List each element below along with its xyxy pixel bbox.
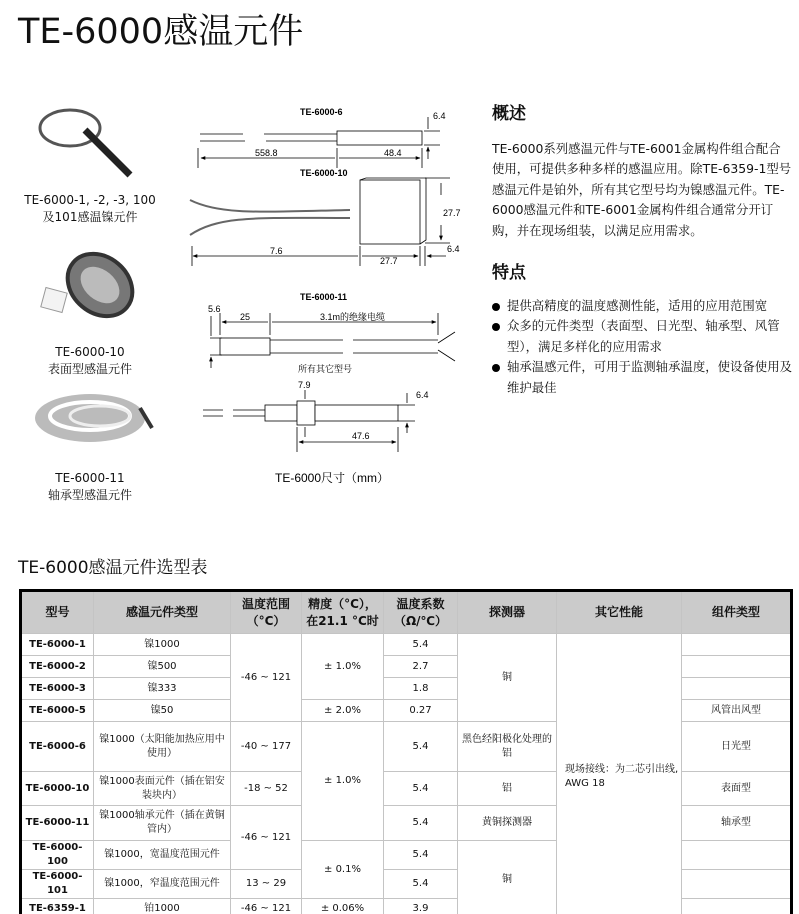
header-cell: 温度系数（Ω/℃） bbox=[384, 591, 458, 634]
table-cell: 黄铜探测器 bbox=[458, 806, 557, 841]
table-cell: 镍333 bbox=[94, 678, 231, 700]
dim-label: 48.4 bbox=[384, 148, 402, 158]
table-cell: 1.8 bbox=[384, 678, 458, 700]
feature-item: 众多的元件类型（表面型、日光型、轴承型、风管型），满足多样化的应用需求 bbox=[492, 316, 792, 357]
table-cell: 5.4 bbox=[384, 870, 458, 899]
dimension-drawings bbox=[0, 0, 480, 500]
table-cell: ± 1.0% bbox=[302, 722, 384, 841]
table-cell: 镍500 bbox=[94, 656, 231, 678]
table-cell: 镍1000轴承元件（插在黄铜管内） bbox=[94, 806, 231, 841]
table-cell: 5.4 bbox=[384, 841, 458, 870]
table-cell: -46 ~ 121 bbox=[231, 634, 302, 722]
header-cell: 感温元件类型 bbox=[94, 591, 231, 634]
table-cell: ± 1.0% bbox=[302, 634, 384, 700]
table-header bbox=[21, 591, 792, 634]
table-cell: 0.27 bbox=[384, 700, 458, 722]
table-cell: 5.4 bbox=[384, 634, 458, 656]
table-cell: 5.4 bbox=[384, 722, 458, 772]
dim-label: 6.4 bbox=[433, 111, 446, 121]
table-cell: 轴承型 bbox=[682, 806, 792, 841]
table-cell: 表面型 bbox=[682, 772, 792, 806]
table-cell: 镍1000（太阳能加热应用中使用） bbox=[94, 722, 231, 772]
overview-heading: 概述 bbox=[492, 104, 526, 124]
table-cell: ± 2.0% bbox=[302, 700, 384, 722]
table-cell: 2.7 bbox=[384, 656, 458, 678]
drawing-caption: TE-6000尺寸（mm） bbox=[275, 471, 390, 485]
table-cell: 镍1000表面元件（插在铝安装块内） bbox=[94, 772, 231, 806]
table-cell: TE-6000-11 bbox=[21, 806, 94, 841]
photo-caption: TE-6000-1, -2, -3, 100 及101感温镍元件 bbox=[24, 193, 156, 224]
feature-item: 提供高精度的温度感测性能，适用的应用范围宽 bbox=[492, 296, 792, 317]
table-cell: 镍1000，宽温度范围元件 bbox=[94, 841, 231, 870]
table-cell: 铜 bbox=[458, 634, 557, 722]
drawing-label: TE-6000-6 bbox=[300, 107, 343, 117]
table-row bbox=[21, 634, 792, 656]
table-cell: 铝 bbox=[458, 772, 557, 806]
bullet-icon bbox=[492, 364, 500, 372]
table-cell: 现场接线：为二芯引出线, AWG 18 bbox=[557, 634, 682, 914]
dim-label: 6.4 bbox=[447, 244, 460, 254]
table-cell: 日光型 bbox=[682, 722, 792, 772]
page-title: TE-6000感温元件 bbox=[18, 12, 304, 52]
features-list bbox=[492, 296, 792, 399]
dim-label: 27.7 bbox=[380, 256, 398, 266]
dim-label: 558.8 bbox=[255, 148, 278, 158]
bullet-icon bbox=[492, 323, 500, 331]
dim-label: 27.7 bbox=[443, 208, 461, 218]
table-cell: 13 ~ 29 bbox=[231, 870, 302, 899]
header-cell: 探测器 bbox=[458, 591, 557, 634]
table-cell: 风管出风型 bbox=[682, 700, 792, 722]
dim-label: 47.6 bbox=[352, 431, 370, 441]
feature-item: 轴承温感元件，可用于监测轴承温度，使设备使用及维护最佳 bbox=[492, 357, 792, 398]
table-cell: 5.4 bbox=[384, 772, 458, 806]
drawing-label: 所有其它型号 bbox=[298, 364, 353, 374]
header-cell: 型号 bbox=[21, 591, 94, 634]
table-cell: 镍50 bbox=[94, 700, 231, 722]
table-cell: 3.9 bbox=[384, 899, 458, 914]
overview-text: TE-6000系列感温元件与TE-6001金属构件组合配合使用，可提供多种多样的感温应用。除TE-6359-1型号感温元件是铂外，所有其它型号均为镍感温元件。TE-6000感温元件和TE-6001金属构件组合通常分开订购，并在现场组装，以满足应用需求。 bbox=[492, 140, 792, 238]
table-cell: 铜 bbox=[458, 841, 557, 914]
photo-caption: TE-6000-11 轴承型感温元件 bbox=[47, 471, 132, 502]
table-cell: -18 ~ 52 bbox=[231, 772, 302, 806]
table-cell: TE-6000-10 bbox=[21, 772, 94, 806]
table-cell: -46 ~ 121 bbox=[231, 806, 302, 870]
header-cell: 温度范围（°C） bbox=[231, 591, 302, 634]
table-cell: TE-6000-3 bbox=[21, 678, 94, 700]
table-cell: ± 0.1% bbox=[302, 841, 384, 899]
dim-label: 7.6 bbox=[270, 246, 283, 256]
table-cell bbox=[682, 841, 792, 870]
table-cell: -46 ~ 121 bbox=[231, 899, 302, 914]
table-title: TE-6000感温元件选型表 bbox=[18, 558, 208, 578]
table-cell bbox=[682, 634, 792, 656]
selection-table bbox=[19, 589, 793, 914]
table-cell: TE-6000-101 bbox=[21, 870, 94, 899]
table-cell: TE-6359-1 bbox=[21, 899, 94, 914]
table-cell bbox=[682, 678, 792, 700]
table-cell bbox=[682, 656, 792, 678]
table-cell: TE-6000-6 bbox=[21, 722, 94, 772]
dim-label: 3.1m的绝缘电缆 bbox=[320, 312, 386, 322]
overview-section bbox=[492, 104, 792, 398]
dim-label: 7.9 bbox=[298, 380, 311, 390]
header-cell: 其它性能 bbox=[557, 591, 682, 634]
table-cell: TE-6000-5 bbox=[21, 700, 94, 722]
table-cell: ± 0.06% bbox=[302, 899, 384, 914]
dim-label: 6.4 bbox=[416, 390, 429, 400]
table-cell: TE-6000-1 bbox=[21, 634, 94, 656]
drawing-label: TE-6000-10 bbox=[300, 168, 348, 178]
header-cell: 精度（°C），在21.1 °C时 bbox=[302, 591, 384, 634]
table-cell: 镍1000，窄温度范围元件 bbox=[94, 870, 231, 899]
table-cell: 黑色经阳极化处理的铝 bbox=[458, 722, 557, 772]
table-cell: 镍1000 bbox=[94, 634, 231, 656]
table-cell: TE-6000-2 bbox=[21, 656, 94, 678]
table-cell: 5.4 bbox=[384, 806, 458, 841]
dim-label: 5.6 bbox=[208, 304, 221, 314]
table-cell bbox=[682, 899, 792, 914]
photo-caption: TE-6000-10 表面型感温元件 bbox=[47, 345, 132, 376]
table-cell: -40 ~ 177 bbox=[231, 722, 302, 772]
table-cell bbox=[682, 870, 792, 899]
header-cell: 组件类型 bbox=[682, 591, 792, 634]
drawing-label: TE-6000-11 bbox=[300, 292, 348, 302]
bullet-icon bbox=[492, 303, 500, 311]
table-cell: TE-6000-100 bbox=[21, 841, 94, 870]
features-heading: 特点 bbox=[492, 263, 526, 283]
table-cell: 铂1000 bbox=[94, 899, 231, 914]
dim-label: 25 bbox=[240, 312, 251, 322]
